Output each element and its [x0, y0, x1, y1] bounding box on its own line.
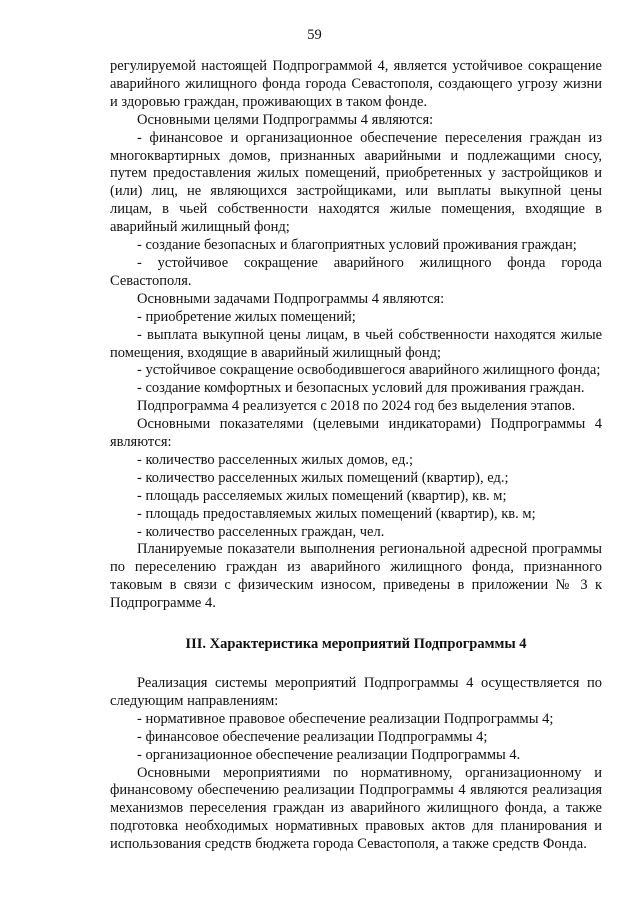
list-item: - устойчивое сокращение освободившегося аварийного жилищного фонда;: [137, 362, 601, 379]
paragraph: Реализация системы мероприятий Подпрограммы 4 осуществляется по следующим направлениям:: [110, 675, 602, 709]
list-item: - количество расселенных граждан, чел.: [137, 523, 385, 540]
list-item: - создание комфортных и безопасных условий для проживания граждан.: [137, 380, 585, 397]
paragraph: регулируемой настоящей Подпрограммой 4, является устойчивое сокращение аварийного жилищного фонда города Севастополя, создающего угрозу жизни и здоровью граждан, проживающих в таком фонде.: [110, 58, 602, 110]
document-body: [110, 58, 602, 854]
list-item: - устойчивое сокращение аварийного жилищного фонда города Севастополя.: [110, 254, 602, 289]
list-item: - финансовое обеспечение реализации Подпрограммы 4;: [137, 728, 488, 745]
paragraph: - финансовое и организационное обеспечение переселения граждан из многоквартирных домов, признанных аварийными и подлежащими сносу, путем предоставления жилых помещений, приобретенных у застройщиков и (или) лиц, не являющихся застройщиками, или выплаты выкупной цены лицам, в чьей собственности находятся жилые помещения, входящие в аварийный жилищный фонд;: [110, 129, 602, 236]
list-item: - нормативное правовое обеспечение реализации Подпрограммы 4;: [137, 710, 554, 727]
list-item: - выплата выкупной цены лицам, в чьей собственности находятся жилые помещения, входящие в аварийный жилищный фонд;: [110, 326, 602, 361]
list-item: - количество расселенных жилых домов, ед.;: [137, 451, 414, 468]
paragraph: Основными целями Подпрограммы 4 являются:: [137, 111, 434, 128]
paragraph: Планируемые показатели выполнения региональной адресной программы по переселению граждан из аварийного жилищного фонда, признанного таковым в связи с физическим износом, приведены в приложении № 3 к Подпрограмме 4.: [110, 541, 602, 612]
list-item: - создание безопасных и благоприятных условий проживания граждан;: [137, 237, 577, 254]
section-heading: III. Характеристика мероприятий Подпрограммы 4: [185, 636, 527, 653]
page-number: 59: [307, 27, 322, 43]
list-item: - площадь расселяемых жилых помещений (квартир), кв. м;: [137, 487, 507, 504]
paragraphs-bottom: [110, 675, 602, 854]
list-item: - организационное обеспечение реализации Подпрограммы 4.: [137, 746, 521, 763]
list-item: - площадь предоставляемых жилых помещений (квартир), кв. м;: [137, 505, 536, 522]
list-item: - количество расселенных жилых помещений (квартир), ед.;: [137, 469, 509, 486]
paragraph: Основными задачами Подпрограммы 4 являются:: [137, 290, 445, 307]
paragraphs-top: [110, 58, 602, 613]
paragraph: Подпрограмма 4 реализуется с 2018 по 2024 год без выделения этапов.: [137, 398, 576, 415]
list-item: - приобретение жилых помещений;: [137, 308, 356, 325]
paragraph: Основными мероприятиями по нормативному, организационному и финансовому обеспечению реализации Подпрограммы 4 являются реализация механизмов переселения граждан из аварийного жилищного фонда, а также подготовка необходимых нормативных правовых актов для планирования и использования средств бюджета города Севастополя, а также средств Фонда.: [110, 764, 602, 853]
paragraph: Основными показателями (целевыми индикаторами) Подпрограммы 4 являются:: [110, 416, 602, 451]
